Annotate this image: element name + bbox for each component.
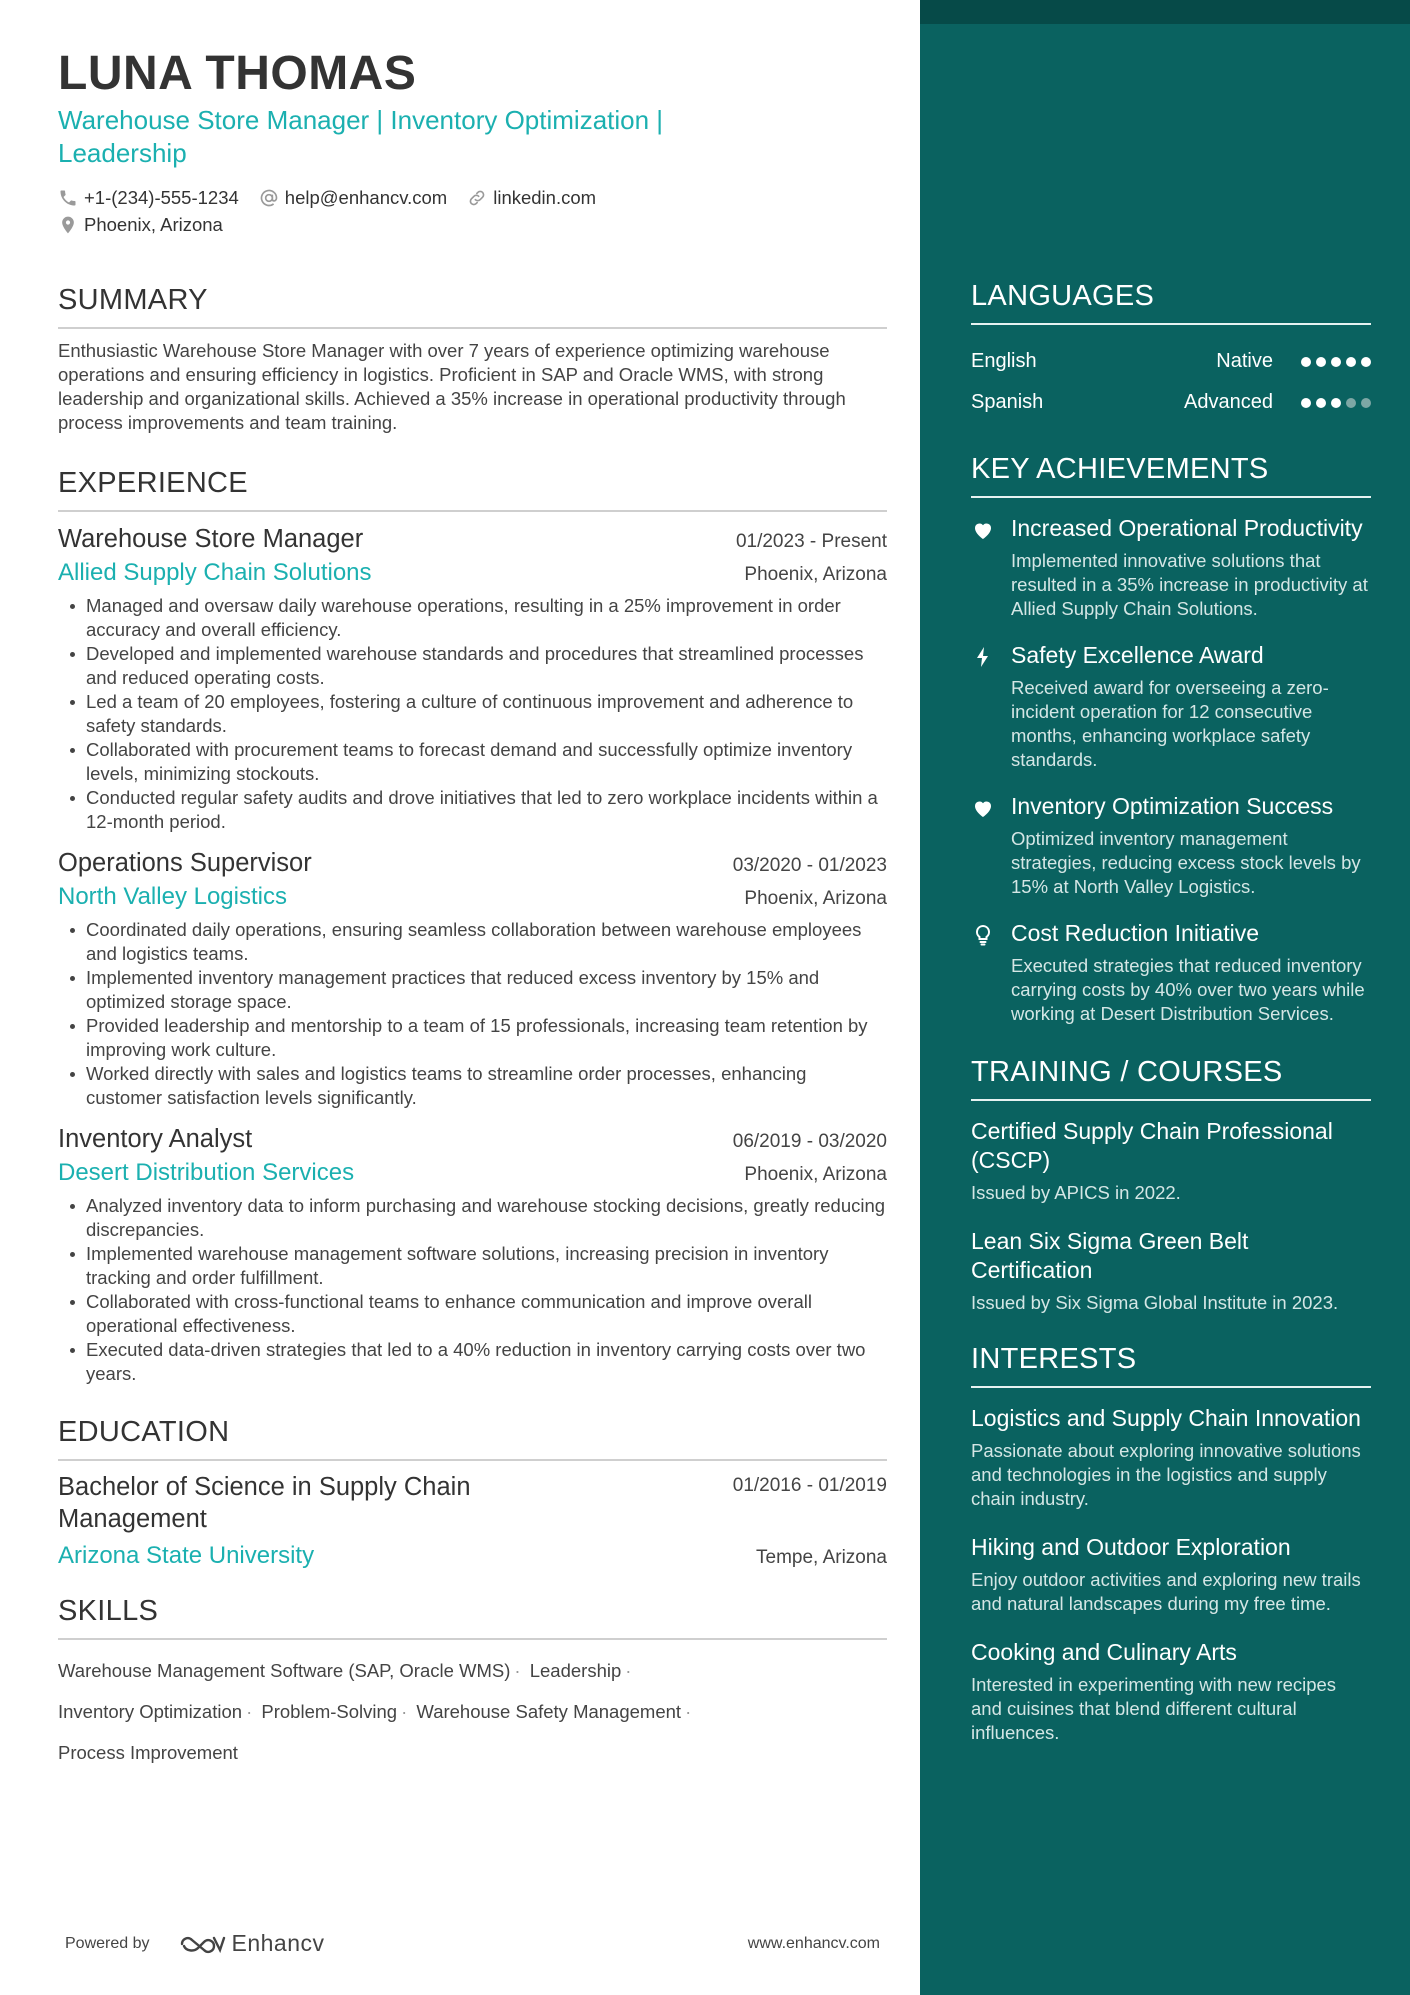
course-desc: Issued by APICS in 2022. bbox=[971, 1182, 1181, 1203]
summary-section bbox=[58, 284, 887, 435]
job-location: Phoenix, Arizona bbox=[744, 564, 887, 585]
at-icon bbox=[259, 188, 279, 208]
job-title: Warehouse Store Manager bbox=[58, 525, 364, 553]
skill-item: Problem-Solving bbox=[261, 1701, 398, 1722]
job-entry bbox=[58, 1122, 887, 1386]
job-title: Inventory Analyst bbox=[58, 1125, 253, 1153]
achievement-title: Inventory Optimization Success bbox=[1011, 793, 1334, 819]
interest-desc: Passionate about exploring innovative solutions and technologies in the logistics and supply chain industry. bbox=[971, 1440, 1361, 1509]
bullet-item: Worked directly with sales and logistics teams to streamline order processes, enhancing customer satisfaction levels significantly. bbox=[58, 1062, 887, 1110]
sidebar-content bbox=[971, 280, 1371, 1767]
training-title: TRAINING / COURSES bbox=[971, 1056, 1371, 1101]
bullet-item: Implemented inventory management practices that reduced excess inventory by 15% and optimized storage space. bbox=[58, 966, 887, 1014]
bolt-icon bbox=[971, 645, 995, 669]
achievement-title: Safety Excellence Award bbox=[1011, 642, 1264, 668]
bullet-item: Coordinated daily operations, ensuring seamless collaboration between warehouse employees and logistics teams. bbox=[58, 918, 887, 966]
contact-email[interactable] bbox=[259, 184, 447, 211]
course-item bbox=[971, 1117, 1371, 1205]
skills-list: Warehouse Management Software (SAP, Oracle WMS) · Leadership · Inventory Optimization · Problem-Solving · Warehouse Safety Management · Process Improvement bbox=[58, 1660, 692, 1763]
rating-dot bbox=[1361, 357, 1371, 367]
education-dates: 01/2016 - 01/2019 bbox=[732, 1475, 887, 1496]
language-level: Native bbox=[1216, 350, 1273, 372]
job-company: Allied Supply Chain Solutions bbox=[58, 559, 372, 586]
education-title: EDUCATION bbox=[58, 1416, 887, 1461]
achievement-title: Cost Reduction Initiative bbox=[1011, 920, 1260, 946]
summary-title: SUMMARY bbox=[58, 284, 887, 329]
interest-desc: Enjoy outdoor activities and exploring new trails and natural landscapes during my free time. bbox=[971, 1569, 1361, 1614]
language-row bbox=[971, 341, 1371, 382]
bullet-item: Managed and oversaw daily warehouse operations, resulting in a 25% improvement in order accuracy and overall efficiency. bbox=[58, 594, 887, 642]
footer-brand bbox=[65, 1930, 325, 1957]
rating-dot bbox=[1331, 398, 1341, 408]
achievement-desc: Executed strategies that reduced inventory carrying costs by 40% over two years while working at Desert Distribution Services. bbox=[1011, 955, 1365, 1024]
phone-text: +1-(234)-555-1234 bbox=[84, 186, 239, 208]
skill-item: Leadership bbox=[529, 1660, 622, 1681]
job-entry bbox=[58, 846, 887, 1110]
rating-dot bbox=[1301, 357, 1311, 367]
interest-desc: Interested in experimenting with new recipes and cuisines that blend different cultural influences. bbox=[971, 1674, 1337, 1743]
job-dates: 06/2019 - 03/2020 bbox=[732, 1131, 887, 1152]
main-column bbox=[58, 46, 887, 1773]
education-degree: Bachelor of Science in Supply Chain Management bbox=[58, 1473, 471, 1533]
job-company: North Valley Logistics bbox=[58, 883, 287, 910]
rating-dot bbox=[1316, 357, 1326, 367]
heart-icon bbox=[971, 518, 995, 542]
resume-name: LUNA THOMAS bbox=[58, 47, 417, 100]
education-section bbox=[58, 1416, 887, 1573]
skill-item: Process Improvement bbox=[58, 1742, 238, 1763]
skills-section bbox=[58, 1595, 887, 1773]
achievement-item bbox=[971, 514, 1371, 621]
achievement-desc: Received award for overseeing a zero-incident operation for 12 consecutive months, enhancing workplace safety standards. bbox=[1011, 677, 1329, 770]
email-text: help@enhancv.com bbox=[284, 186, 448, 208]
bullet-item: Conducted regular safety audits and drove initiatives that led to zero workplace incidents within a 12-month period. bbox=[58, 786, 887, 834]
sidebar bbox=[920, 0, 1410, 1995]
enhancv-mark-icon bbox=[178, 1932, 226, 1956]
achievement-item bbox=[971, 919, 1371, 1026]
achievement-desc: Optimized inventory management strategies, reducing excess stock levels by 15% at North Valley Logistics. bbox=[1011, 828, 1361, 897]
bullet-item: Led a team of 20 employees, fostering a culture of continuous improvement and adherence to safety standards. bbox=[58, 690, 887, 738]
rating-dot bbox=[1301, 398, 1311, 408]
experience-section bbox=[58, 467, 887, 1386]
job-company: Desert Distribution Services bbox=[58, 1159, 355, 1186]
achievement-item bbox=[971, 792, 1371, 899]
contact-info bbox=[58, 184, 758, 238]
contact-location bbox=[58, 211, 223, 238]
rating-dot bbox=[1346, 398, 1356, 408]
interests-section bbox=[971, 1343, 1371, 1745]
enhancv-logo-text: Enhancv bbox=[231, 1930, 325, 1956]
skill-item: Warehouse Management Software (SAP, Oracle WMS) bbox=[58, 1660, 511, 1681]
footer bbox=[65, 1930, 880, 1957]
language-name: English bbox=[971, 350, 1037, 372]
achievement-title: Increased Operational Productivity bbox=[1011, 515, 1363, 541]
sidebar-top-band bbox=[920, 0, 1410, 24]
job-title: Operations Supervisor bbox=[58, 849, 312, 877]
location-text: Phoenix, Arizona bbox=[84, 213, 223, 235]
job-location: Phoenix, Arizona bbox=[744, 1164, 887, 1185]
interest-title: Cooking and Culinary Arts bbox=[971, 1639, 1237, 1665]
language-name: Spanish bbox=[971, 391, 1044, 413]
job-entry bbox=[58, 522, 887, 834]
bullet-item: Analyzed inventory data to inform purchasing and warehouse stocking decisions, greatly reducing discrepancies. bbox=[58, 1194, 887, 1242]
contact-phone[interactable] bbox=[58, 184, 239, 211]
link-icon bbox=[467, 188, 487, 208]
resume-headline: Warehouse Store Manager | Inventory Optimization | Leadership bbox=[58, 105, 664, 168]
powered-by-text: Powered by bbox=[65, 1934, 150, 1952]
course-item bbox=[971, 1227, 1371, 1315]
education-location: Tempe, Arizona bbox=[756, 1547, 887, 1568]
heart-icon bbox=[971, 796, 995, 820]
languages-title: LANGUAGES bbox=[971, 280, 1371, 325]
skill-item: Inventory Optimization bbox=[58, 1701, 243, 1722]
achievement-item bbox=[971, 641, 1371, 772]
interest-item bbox=[971, 1404, 1371, 1511]
summary-text: Enthusiastic Warehouse Store Manager with over 7 years of experience optimizing warehouse operations and ensuring efficiency in logistics. Proficient in SAP and Oracle WMS, with strong leadership and organizational skills. Achieved a 35% increase in operational productivity through process improvements and team training. bbox=[58, 340, 846, 433]
rating-dot bbox=[1361, 398, 1371, 408]
job-dates: 01/2023 - Present bbox=[735, 531, 887, 552]
rating-dot bbox=[1346, 357, 1356, 367]
bullet-item: Implemented warehouse management software solutions, increasing precision in inventory tracking and order fulfillment. bbox=[58, 1242, 887, 1290]
language-level: Advanced bbox=[1184, 391, 1273, 413]
bullet-item: Provided leadership and mentorship to a team of 15 professionals, increasing team retention by improving work culture. bbox=[58, 1014, 887, 1062]
interest-title: Logistics and Supply Chain Innovation bbox=[971, 1405, 1361, 1431]
skill-item: Warehouse Safety Management bbox=[416, 1701, 682, 1722]
language-rating bbox=[1301, 398, 1371, 408]
bullet-item: Collaborated with procurement teams to forecast demand and successfully optimize inventory levels, minimizing stockouts. bbox=[58, 738, 887, 786]
interest-item bbox=[971, 1638, 1371, 1745]
achievements-title: KEY ACHIEVEMENTS bbox=[971, 453, 1371, 498]
training-section bbox=[971, 1056, 1371, 1315]
bullet-item: Developed and implemented warehouse standards and procedures that streamlined processes and reduced operating costs. bbox=[58, 642, 887, 690]
job-bullets bbox=[58, 918, 887, 1110]
achievement-desc: Implemented innovative solutions that resulted in a 35% increase in productivity at Allied Supply Chain Solutions. bbox=[1011, 550, 1368, 619]
interests-title: INTERESTS bbox=[971, 1343, 1371, 1388]
job-location: Phoenix, Arizona bbox=[744, 888, 887, 909]
course-title: Lean Six Sigma Green Belt Certification bbox=[971, 1228, 1249, 1283]
footer-url[interactable]: www.enhancv.com bbox=[747, 1934, 880, 1952]
languages-section bbox=[971, 280, 1371, 423]
lightbulb-icon bbox=[971, 923, 995, 947]
job-bullets bbox=[58, 1194, 887, 1386]
language-rating bbox=[1301, 357, 1371, 367]
phone-icon bbox=[58, 188, 78, 208]
linkedin-text: linkedin.com bbox=[493, 186, 597, 208]
enhancv-logo[interactable] bbox=[178, 1930, 325, 1957]
interest-title: Hiking and Outdoor Exploration bbox=[971, 1534, 1291, 1560]
bullet-item: Executed data-driven strategies that led to a 40% reduction in inventory carrying costs over two years. bbox=[58, 1338, 887, 1386]
skills-title: SKILLS bbox=[58, 1595, 887, 1640]
course-desc: Issued by Six Sigma Global Institute in 2023. bbox=[971, 1292, 1339, 1313]
experience-title: EXPERIENCE bbox=[58, 467, 887, 512]
job-bullets bbox=[58, 594, 887, 834]
location-pin-icon bbox=[58, 215, 78, 235]
achievements-section bbox=[971, 453, 1371, 1026]
rating-dot bbox=[1316, 398, 1326, 408]
education-school: Arizona State University bbox=[58, 1542, 315, 1569]
interest-item bbox=[971, 1533, 1371, 1616]
contact-linkedin[interactable] bbox=[467, 184, 596, 211]
rating-dot bbox=[1331, 357, 1341, 367]
job-dates: 03/2020 - 01/2023 bbox=[732, 855, 887, 876]
language-row bbox=[971, 382, 1371, 423]
course-title: Certified Supply Chain Professional (CSCP) bbox=[971, 1118, 1333, 1173]
bullet-item: Collaborated with cross-functional teams to enhance communication and improve overall operational effectiveness. bbox=[58, 1290, 887, 1338]
